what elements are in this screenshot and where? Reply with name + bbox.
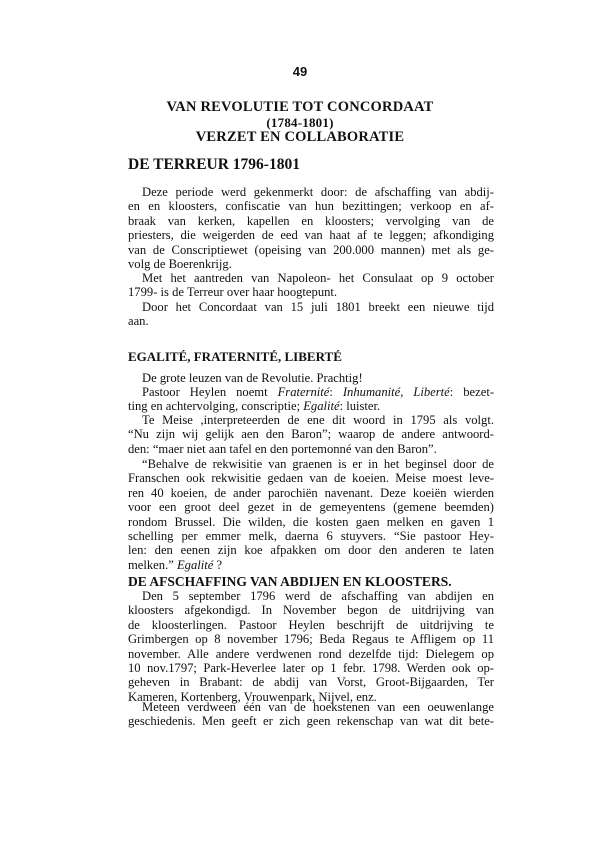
chapter-title-line1: VAN REVOLUTIE TOT CONCORDAAT: [166, 99, 434, 115]
paragraph-pastoor-heylen: [128, 385, 494, 414]
text-line: Pastoor Heylen noemt Fraternité: Inhumanité, Liberté: bezet-: [142, 385, 495, 399]
chapter-title-line3: VERZET EN COLLABORATIE: [195, 129, 405, 145]
section-heading-egalite: EGALITÉ, FRATERNITÉ, LIBERTÉ: [128, 349, 342, 364]
text-line: Kameren, Kortenberg, Vrouwenpark, Nijvel, enz.: [128, 689, 377, 704]
chapter-title: [0, 100, 600, 145]
section-heading-afschaffing: DE AFSCHAFFING VAN ABDIJEN EN KLOOSTERS.: [128, 574, 452, 589]
text-line: len: den eenen zijn koe afpakken om door den anderen te laten: [128, 543, 494, 558]
text-line: en en kloosters, confiscatie van hun bezittingen; verkoop en af-: [128, 199, 494, 214]
paragraph-napoleon: [128, 271, 494, 300]
section-heading-terreur: DE TERREUR 1796-1801: [128, 156, 300, 173]
paragraph-afschaffing: [128, 589, 494, 704]
paragraph-meise: [128, 413, 494, 456]
text-line: 10 nov.1797; Park-Heverlee later op 1 febr. 1798. Werden ook op-: [128, 661, 494, 676]
text-line: braak van kerken, kapellen en kloosters; vervolging van de: [128, 213, 494, 228]
text-line: 1799- is de Terreur over haar hoogtepunt.: [128, 285, 338, 300]
text-line: melken.” Egalité ?: [128, 557, 223, 572]
text-line: november. Alle andere verdwenen rond dezelfde tijd: Dielegem op: [128, 646, 494, 661]
text-line: “Nu zijn wij gelijk aen den Baron”; waarop de andere antwoord-: [128, 427, 494, 442]
text-line: Met het aantreden van Napoleon- het Consulaat op 9 october: [142, 271, 494, 285]
text-line: De grote leuzen van de Revolutie. Prachtig!: [142, 371, 363, 385]
text-line: ren 40 koeien, de ander parochiën navenant. Deze koeiën wierden: [128, 485, 494, 500]
text-line: voor een groot deel gezet in de gemeyentens (gemene beemden): [128, 500, 494, 515]
text-line: van de Conscriptiewet (opeising van 200.000 mannen) met als ge-: [128, 242, 494, 257]
text-line: Te Meise ,interpreteerden de ene dit woord in 1795 als volgt.: [142, 413, 494, 427]
text-line: rondom Brussel. Die wilden, die kosten gaen melken en gaven 1: [128, 514, 494, 529]
text-line: Franschen ook rekwisitie gedaen van de koeien. Meise moest leve-: [128, 471, 494, 486]
text-line: volg de Boerenkrijg.: [128, 257, 232, 272]
chapter-title-years: (1784-1801): [266, 115, 334, 130]
text-line: de kloosterlingen. Pastoor Heylen beschrijft de uitdrijving te: [128, 617, 494, 632]
paragraph-rekwisitie-quote: [128, 457, 494, 572]
text-line: kloosters afgekondigd. In November begon de uitdrijving van: [128, 603, 494, 618]
text-line: ting en achtervolging, conscriptie; Egalité: luister.: [128, 399, 381, 414]
text-line: geschiedenis. Men geeft er zich geen rekenschap van wat dit bete-: [128, 714, 494, 729]
text-line: schelling per emmer melk, daerna 6 stuyvers. “Sie pastoor Hey-: [128, 529, 494, 544]
text-line: aan.: [128, 314, 149, 329]
text-line: Door het Concordaat van 15 juli 1801 breekt een nieuwe tijd: [142, 300, 494, 314]
text-line: priesters, die weigerden de eed van haat af te leggen; afkondiging: [128, 228, 494, 243]
text-line: geheven in Brabant: de abdij van Vorst, Groot-Bijgaarden, Ter: [128, 675, 494, 690]
text-line: den: “maer niet aan tafel en den portemonné van den Baron”.: [128, 441, 437, 456]
paragraph-leuzen: [128, 371, 494, 385]
text-line: “Behalve de rekwisitie van graenen is er in het beginsel door de: [142, 457, 494, 471]
paragraph-concordaat: [128, 300, 494, 329]
text-line: Den 5 september 1796 werd de afschaffing van abdijen en: [142, 589, 494, 603]
text-line: Grimbergen op 8 november 1796; Beda Regaus te Affligem op 11: [128, 632, 494, 647]
paragraph-hoekstenen: [128, 700, 494, 729]
text-line: Meteen verdween één van de hoekstenen van een oeuwenlange: [142, 700, 494, 714]
page-number: 49: [292, 64, 308, 79]
paragraph-terreur-intro: [128, 185, 494, 271]
text-line: Deze periode werd gekenmerkt door: de afschaffing van abdij-: [142, 185, 494, 199]
